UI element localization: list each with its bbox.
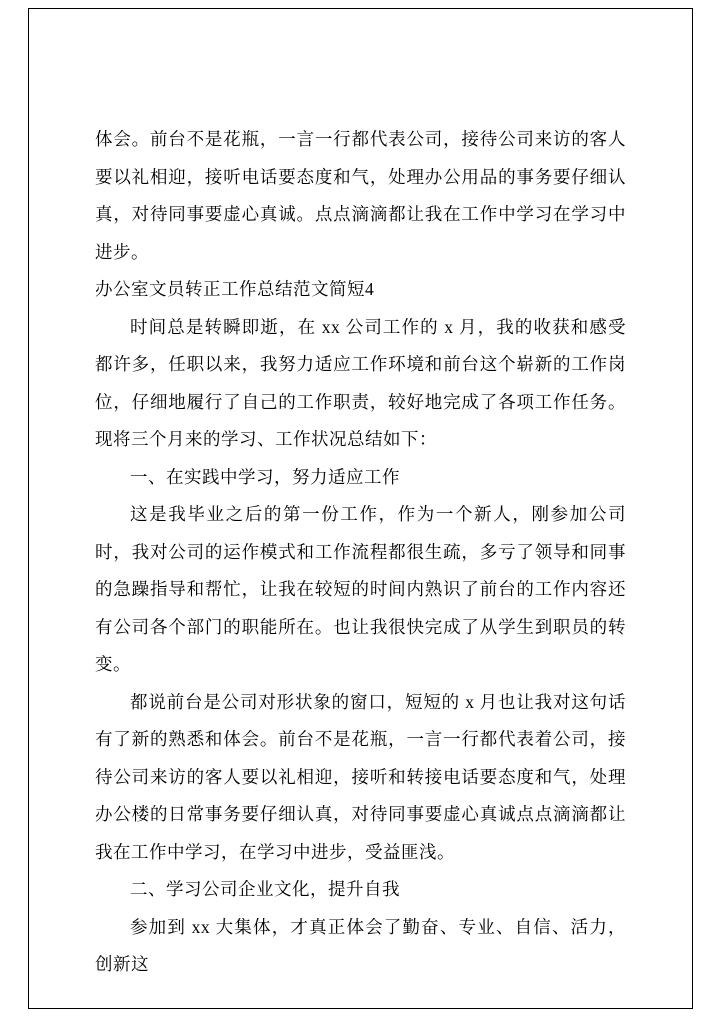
paragraph: 时间总是转瞬即逝，在 xx 公司工作的 x 月，我的收获和感受都许多，任职以来，我努力适应工作环境和前台这个崭新的工作岗位，仔细地履行了自己的工作职责，较好地完成了各项工作任务。现将三个月来的学习、工作状况总结如下： bbox=[95, 316, 626, 449]
subheading-two: 二、学习公司企业文化，提升自我 bbox=[130, 879, 400, 899]
paragraph: 这是我毕业之后的第一份工作，作为一个新人，刚参加公司时，我对公司的运作模式和工作流程都很生疏，多亏了领导和同事的急躁指导和帮忙，让我在较短的时间内熟识了前台的工作内容还有公司各个部门的职能所在。也让我很快完成了从学生到职员的转变。 bbox=[95, 504, 626, 674]
paragraph-continuation: 体会。前台不是花瓶，一言一行都代表公司，接待公司来访的客人要以礼相迎，接听电话要态度和气，处理办公用品的事务要仔细认真，对待同事要虚心真诚。点点滴滴都让我在工作中学习在学习中进步。 bbox=[95, 129, 626, 262]
paragraph: 都说前台是公司对形状象的窗口，短短的 x 月也让我对这句话有了新的熟悉和体会。前台不是花瓶，一言一行都代表着公司，接待公司来访的客人要以礼相迎，接听和转接电话要态度和气，处理办公楼的日常事务要仔细认真，对待同事要虚心真诚点点滴滴都让我在工作中学习，在学习中进步，受益匪浅。 bbox=[95, 691, 626, 862]
subheading-one: 一、在实践中学习，努力适应工作 bbox=[130, 466, 400, 487]
section-heading: 办公室文员转正工作总结范文简短4 bbox=[95, 279, 375, 299]
paragraph: 参加到 xx 大集体，才真正体会了勤奋、专业、自信、活力，创新这 bbox=[95, 916, 626, 974]
document-content bbox=[95, 121, 626, 984]
